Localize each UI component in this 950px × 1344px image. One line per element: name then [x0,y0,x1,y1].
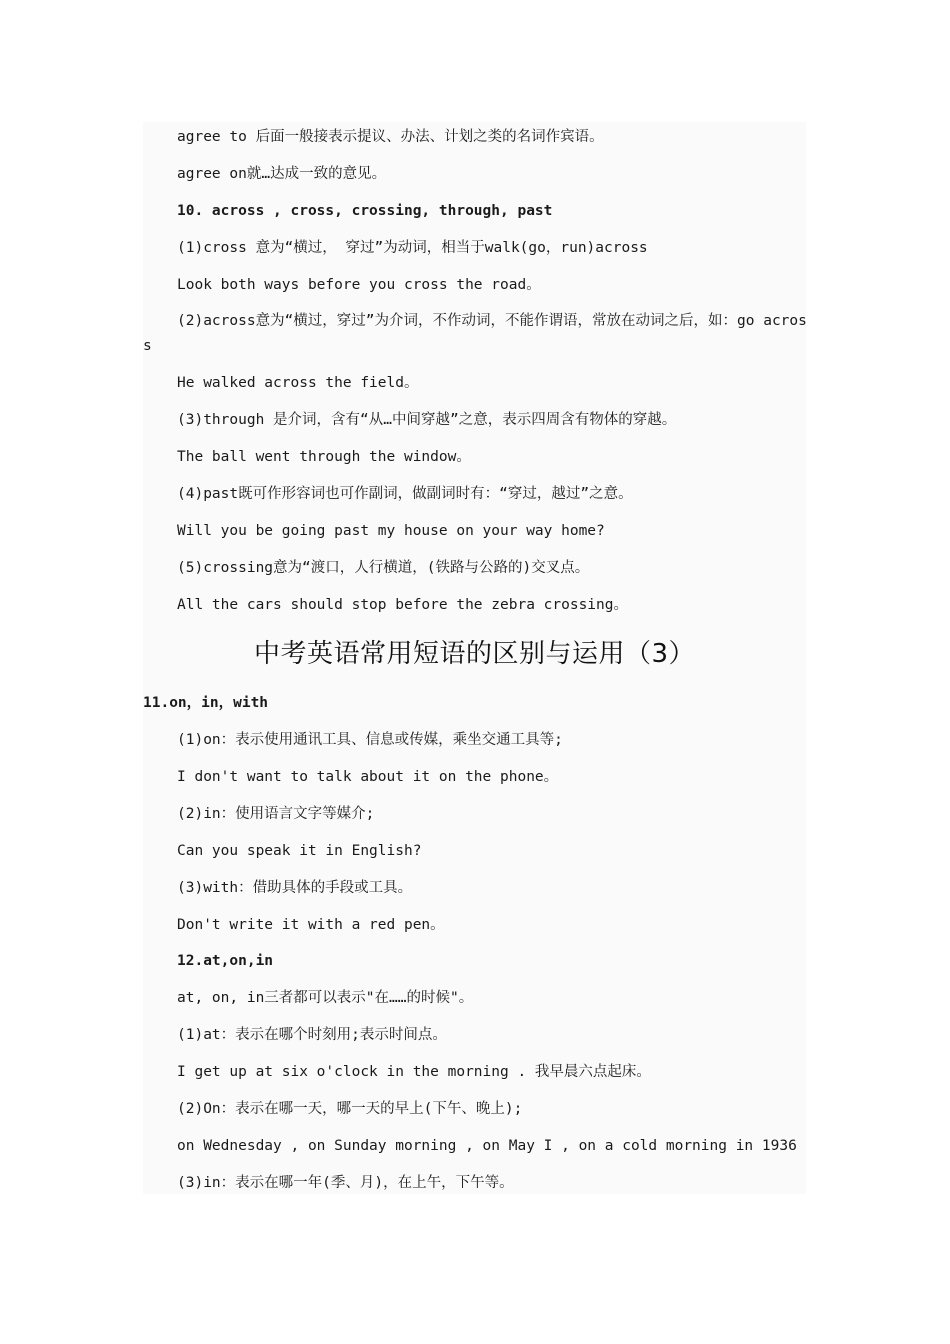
text-line: at, on, in三者都可以表示"在……的时候"。 [177,990,474,1006]
text-line: on Wednesday , on Sunday morning , on May I , on a cold morning in 1936 [177,1138,797,1154]
text-line: (2)On：表示在哪一天，哪一天的早上(下午、晚上); [177,1101,523,1117]
text-line: (1)on：表示使用通讯工具、信息或传媒，乘坐交通工具等; [177,732,563,748]
text-paragraph: (2)across意为“横过，穿过”为介词，不作动词，不能作谓语，常放在动词之后，如：go across [143,313,807,354]
text-line: (2)in：使用语言文字等媒介; [177,806,375,822]
text-line: Don't write it with a red pen。 [177,917,445,933]
text-line: All the cars should stop before the zebra crossing。 [177,597,628,613]
text-line: (5)crossing意为“渡口，人行横道，(铁路与公路的)交叉点。 [177,560,590,576]
text-line: (3)with：借助具体的手段或工具。 [177,880,413,896]
text-line: Look both ways before you cross the road。 [177,277,541,293]
text-line: (1)at：表示在哪个时刻用;表示时间点。 [177,1027,447,1043]
text-line: The ball went through the window。 [177,449,471,465]
text-line: (1)cross 意为“横过， 穿过”为动词，相当于walk(go，run)across [177,240,648,256]
text-line: (3)through 是介词，含有“从…中间穿越”之意，表示四周含有物体的穿越。 [177,412,677,428]
text-line: (4)past既可作形容词也可作副词，做副词时有：“穿过，越过”之意。 [177,486,633,502]
section-title: 中考英语常用短语的区别与运用（3） [253,639,696,669]
section-heading-12: 12.at,on,in [177,953,274,969]
text-line: I don't want to talk about it on the phone。 [177,769,559,785]
text-line: He walked across the field。 [177,375,419,391]
text-line: Will you be going past my house on your way home? [177,523,605,539]
text-line: Can you speak it in English? [177,843,422,859]
text-line: agree to 后面一般接表示提议、办法、计划之类的名词作宾语。 [177,129,604,145]
text-line: (3)in：表示在哪一年(季、月)，在上午，下午等。 [177,1175,514,1191]
section-heading-10: 10. across , cross, crossing, through, past [177,203,553,219]
section-heading-11: 11.on，in，with [143,695,269,711]
text-line: agree on就…达成一致的意见。 [177,166,387,182]
text-line: I get up at six o'clock in the morning . 我早晨六点起床。 [177,1064,651,1080]
